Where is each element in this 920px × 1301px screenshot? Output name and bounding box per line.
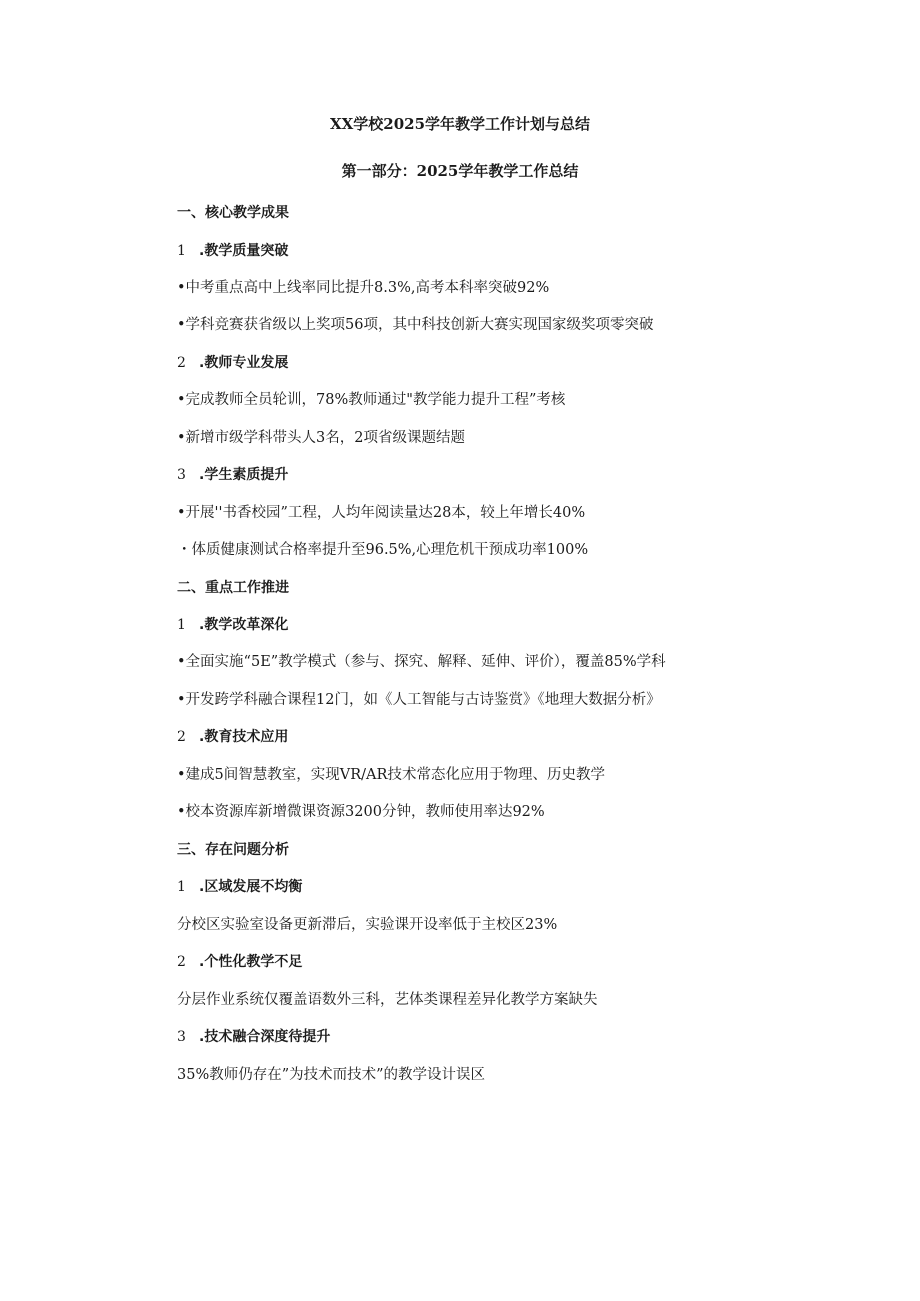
paragraph: 35%教师仍存在”为技术而技术”的教学设计误区 xyxy=(177,1067,486,1083)
subsection-number: 3 xyxy=(177,467,186,483)
subsection-number: 1 xyxy=(177,243,186,259)
subsection-title: .教育技术应用 xyxy=(199,729,289,745)
bullet-item: •完成教师全员轮训，78%教师通过"教学能力提升工程”考核 xyxy=(177,392,566,408)
subsection-title: .区域发展不均衡 xyxy=(199,879,303,895)
subsection-heading xyxy=(177,353,288,373)
bullet-item: •学科竞赛获省级以上奖项56项，其中科技创新大赛实现国家级奖项零突破 xyxy=(177,317,654,333)
document-title: XX学校2025学年教学工作计划与总结 xyxy=(329,115,591,133)
subsection-title: .学生素质提升 xyxy=(199,467,289,483)
subsection-heading xyxy=(177,1027,330,1047)
bullet-item: •新增市级学科带头人3名，2项省级课题结题 xyxy=(177,430,466,446)
part-heading: 第一部分：2025学年教学工作总结 xyxy=(341,162,579,180)
subsection-heading xyxy=(177,877,302,897)
bullet-item: ・体质健康测试合格率提升至96.5%,心理危机干预成功率100% xyxy=(177,542,589,558)
subsection-number: 3 xyxy=(177,1029,186,1045)
subsection-heading xyxy=(177,727,288,747)
subsection-number: 1 xyxy=(177,617,186,633)
bullet-item: •建成5间智慧教室，实现VR/AR技术常态化应用于物理、历史教学 xyxy=(177,767,605,783)
section-heading: 三、存在问题分析 xyxy=(177,842,289,858)
subsection-title: .教学质量突破 xyxy=(199,243,289,259)
bullet-item: •中考重点高中上线率同比提升8.3%,高考本科率突破92% xyxy=(177,280,550,296)
section-heading: 一、核心教学成果 xyxy=(177,205,289,221)
subsection-title: .教师专业发展 xyxy=(199,355,289,371)
subsection-title: .技术融合深度待提升 xyxy=(199,1029,331,1045)
section-heading: 二、重点工作推进 xyxy=(177,580,289,596)
subsection-number: 2 xyxy=(177,954,186,970)
subsection-number: 1 xyxy=(177,879,186,895)
subsection-heading xyxy=(177,615,288,635)
bullet-item: •开展''书香校园”工程，人均年阅读量达28本，较上年增长40% xyxy=(177,505,586,521)
paragraph: 分校区实验室设备更新滞后，实验课开设率低于主校区23% xyxy=(177,917,558,933)
bullet-item: •校本资源库新增微课资源3200分钟，教师使用率达92% xyxy=(177,804,545,820)
paragraph: 分层作业系统仅覆盖语数外三科，艺体类课程差异化教学方案缺失 xyxy=(177,992,598,1008)
subsection-number: 2 xyxy=(177,729,186,745)
subsection-heading xyxy=(177,952,302,972)
subsection-heading xyxy=(177,241,288,261)
subsection-heading xyxy=(177,465,288,485)
bullet-item: •全面实施“5E”教学模式（参与、探究、解释、延伸、评价），覆盖85%学科 xyxy=(177,654,666,670)
bullet-item: •开发跨学科融合课程12门，如《人工智能与古诗鉴赏》《地理大数据分析》 xyxy=(177,692,661,708)
subsection-title: .个性化教学不足 xyxy=(199,954,303,970)
subsection-number: 2 xyxy=(177,355,186,371)
subsection-title: .教学改革深化 xyxy=(199,617,289,633)
